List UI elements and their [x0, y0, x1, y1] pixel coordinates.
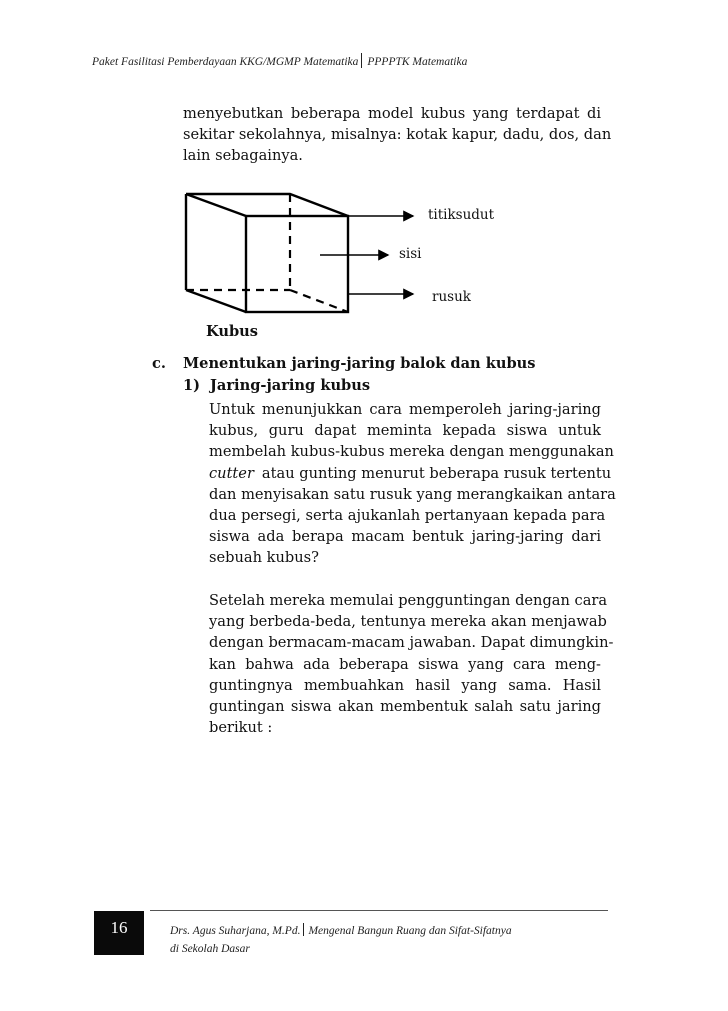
paragraph-line: Untuk menunjukkan cara memperoleh jaring-jaring — [209, 401, 601, 418]
paragraph-line: Setelah mereka memulai pengguntingan dengan cara — [209, 592, 608, 609]
paragraph-line: yang berbeda-beda, tentunya mereka akan menjawab — [209, 613, 607, 631]
intro-line: lain sebagainya. — [183, 147, 303, 165]
footer-rule — [150, 910, 608, 911]
footer-line2: di Sekolah Dasar — [170, 943, 250, 955]
cube-hidden-depth-edge — [290, 290, 348, 312]
paragraph-line: kubus, guru dapat meminta kepada siswa untuk — [209, 422, 601, 440]
header-left: Paket Fasilitasi Pemberdayaan KKG/MGMP Matematika — [92, 56, 359, 68]
italic-word: cutter — [209, 464, 254, 482]
footer-title: Mengenal Bangun Ruang dan Sifat-Sifatnya — [308, 925, 512, 937]
label-rusuk: rusuk — [432, 289, 471, 305]
cube-top-edge — [186, 194, 348, 216]
label-sisi: sisi — [399, 246, 422, 262]
footer-divider — [303, 923, 304, 936]
subsection-1-title: Jaring-jaring kubus — [210, 377, 371, 394]
paragraph-line-with-italic — [209, 463, 612, 484]
section-c-title: Menentukan jaring-jaring balok dan kubus — [183, 355, 536, 372]
paragraph-line: dua persegi, serta ajukanlah pertanyaan kepada para — [209, 506, 606, 524]
intro-line: menyebutkan beberapa model kubus yang terdapat di — [183, 105, 601, 122]
footer-author: Drs. Agus Suharjana, M.Pd. — [170, 925, 301, 937]
cube-top-left-edge — [186, 194, 246, 216]
paragraph-line-rest: atau gunting menurut beberapa rusuk tertentu — [261, 464, 612, 482]
paragraph-line: berikut : — [209, 719, 273, 737]
header-divider — [361, 53, 362, 68]
running-header — [92, 53, 652, 68]
intro-line: sekitar sekolahnya, misalnya: kotak kapur, dadu, dos, dan — [183, 126, 612, 144]
paragraph-line: dan menyisakan satu rusuk yang merangkaikan antara — [209, 485, 616, 503]
footer-text — [170, 922, 512, 958]
paragraph-line: guntingnya membuahkan hasil yang sama. Hasil — [209, 676, 601, 694]
paragraph-line: guntingan siswa akan membentuk salah satu jaring — [209, 697, 601, 715]
label-titiksudut: titiksudut — [428, 207, 495, 223]
paragraph-line: membelah kubus-kubus mereka dengan menggunakan — [209, 443, 614, 461]
subsection-1-marker: 1) — [183, 377, 201, 394]
cube-bottom-left-edge — [186, 290, 246, 312]
paragraph-line: dengan bermacam-macam jawaban. Dapat dimungkin- — [209, 634, 614, 652]
paragraph-line: kan bahwa ada beberapa siswa yang cara meng- — [209, 655, 601, 673]
paragraph-line: sebuah kubus? — [209, 549, 319, 567]
paragraph-2 — [209, 590, 614, 738]
paragraph-1 — [209, 399, 616, 569]
section-c-marker: c. — [152, 355, 166, 372]
figure-caption: Kubus — [206, 323, 259, 340]
cube-front-face — [246, 216, 348, 312]
header-right: PPPPTK Matematika — [367, 56, 468, 68]
paragraph-line: siswa ada berapa macam bentuk jaring-jaring dari — [209, 528, 601, 546]
page-number: 16 — [94, 911, 144, 955]
intro-paragraph — [183, 103, 612, 167]
